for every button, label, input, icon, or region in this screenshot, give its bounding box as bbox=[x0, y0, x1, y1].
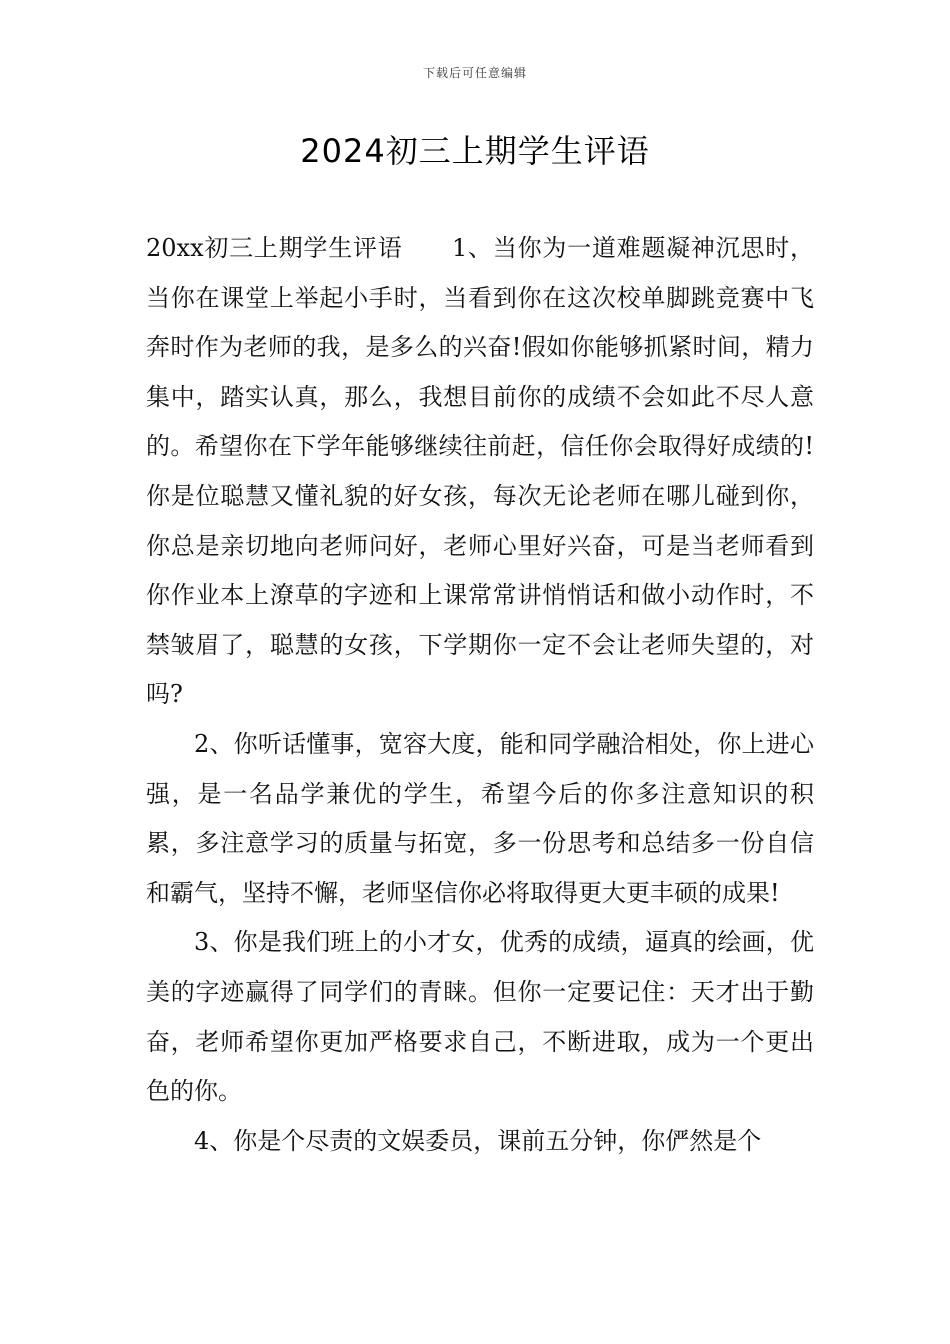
paragraph-3: 3、你是我们班上的小才女，优秀的成绩，逼真的绘画，优美的字迹赢得了同学们的青睐。但你一定要记住：天才出于勤奋，老师希望你更加严格要求自己，不断进取，成为一个更出色的你。 bbox=[146, 928, 814, 1106]
paragraph-1: 20xx初三上期学生评语 1、当你为一道难题凝神沉思时，当你在课堂上举起小手时，当看到你在这次校单脚跳竞赛中飞奔时作为老师的我，是多么的兴奋!假如你能够抓紧时间，精力集中，踏实认真，那么，我想目前你的成绩不会如此不尽人意的。希望你在下学年能够继续往前赶，信任你会取得好成绩的!你是位聪慧又懂礼貌的好女孩，每次无论老师在哪儿碰到你，你总是亲切地向老师问好，老师心里好兴奋，可是当老师看到你作业本上潦草的字迹和上课常常讲悄悄话和做小动作时，不禁皱眉了，聪慧的女孩，下学期你一定不会让老师失望的，对吗? bbox=[146, 234, 814, 709]
header-note: 下载后可任意编辑 bbox=[422, 66, 527, 80]
paragraph-2: 2、你听话懂事，宽容大度，能和同学融洽相处，你上进心强，是一名品学兼优的学生，希望今后的你多注意知识的积累，多注意学习的质量与拓宽，多一份思考和总结多一份自信和霸气，坚持不懈，老师坚信你必将取得更大更丰硕的成果! bbox=[146, 729, 814, 907]
paragraph-4: 4、你是个尽责的文娱委员，课前五分钟，你俨然是个 bbox=[194, 1126, 762, 1155]
document-title: 2024初三上期学生评语 bbox=[300, 132, 650, 170]
document-body bbox=[146, 224, 814, 1166]
